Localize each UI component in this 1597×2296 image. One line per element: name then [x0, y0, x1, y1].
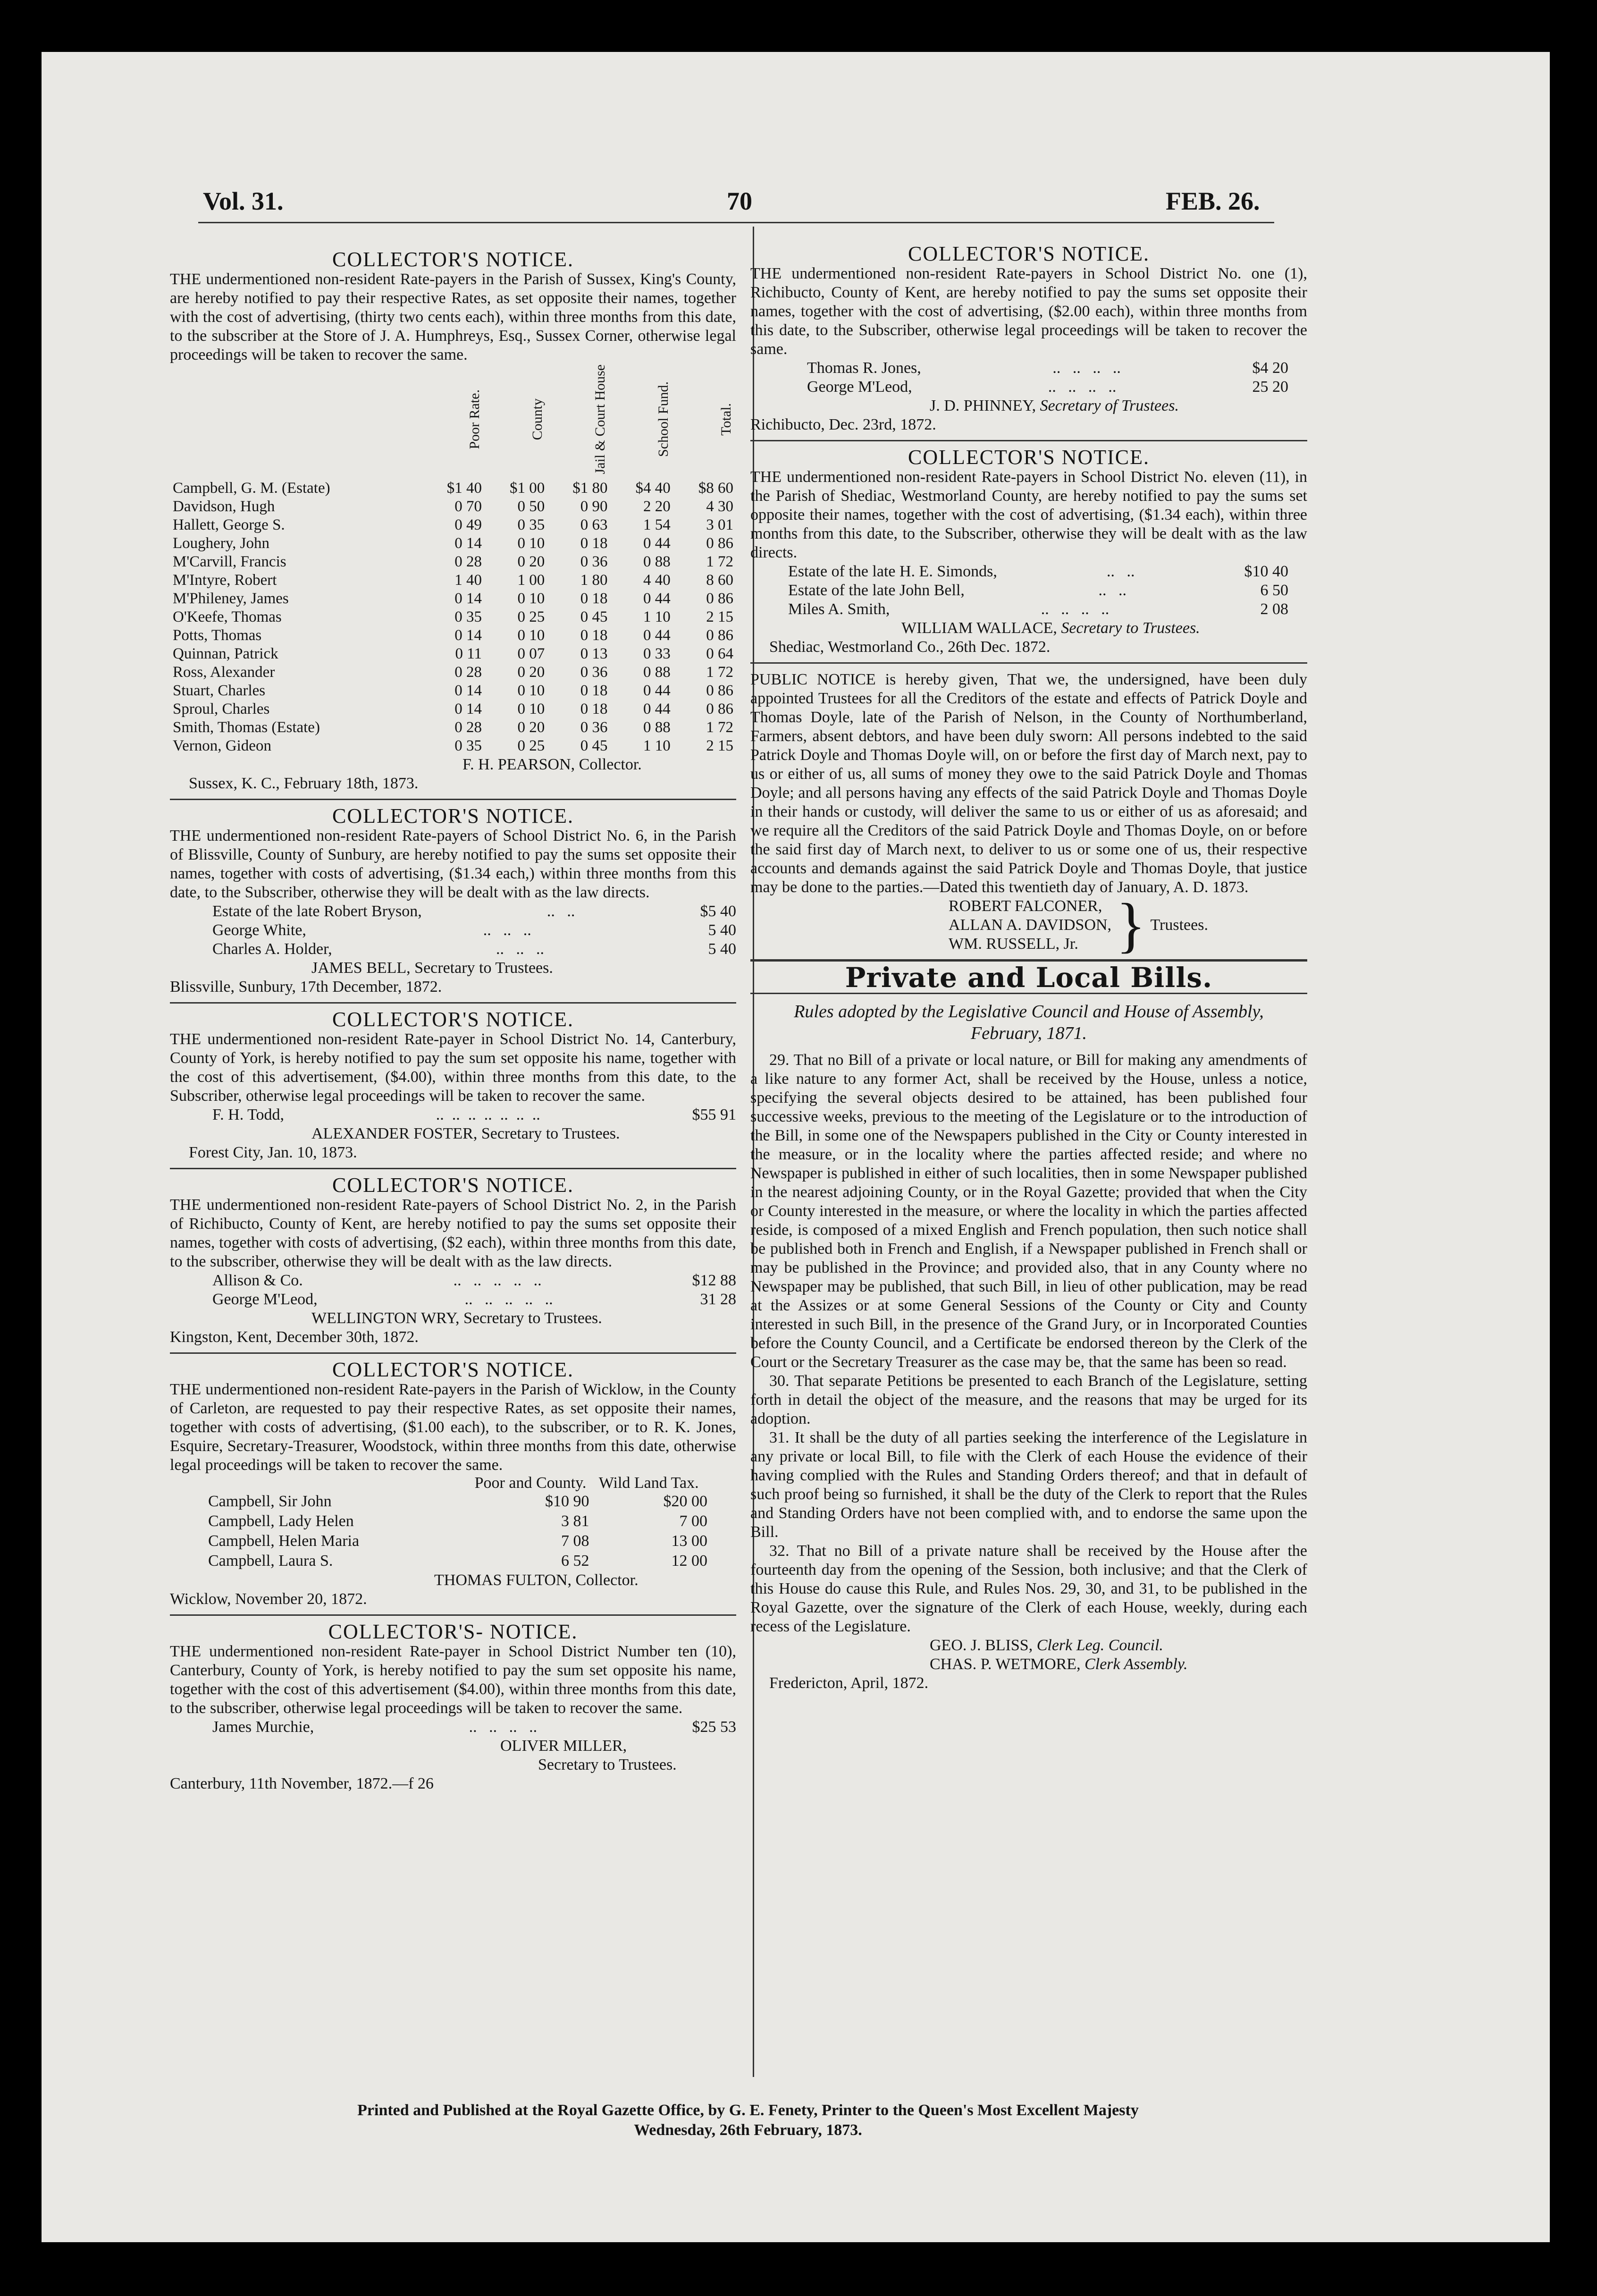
row-value: 0 88	[643, 553, 671, 570]
list-item: Estate of the late John Bell, .. .. 6 50	[788, 582, 1288, 599]
divider	[170, 1002, 736, 1004]
row-name: Sproul, Charles	[173, 700, 270, 718]
list-item: Miles A. Smith, .. .. .. .. 2 08	[788, 600, 1288, 618]
notice-date: Kingston, Kent, December 30th, 1872.	[170, 1328, 419, 1346]
row-value: 0 45	[580, 737, 608, 754]
notice-title: COLLECTOR'S NOTICE.	[908, 242, 1150, 265]
notice-title: COLLECTOR'S NOTICE.	[332, 1358, 574, 1381]
signature-role: Secretary to Trustees.	[538, 1756, 677, 1773]
row-value: 0 18	[580, 534, 608, 552]
rule-32: 32. That no Bill of a private nature shall be received by the House after the fourteenth day from the opening of the Session, both inclusive; and that the Clerk of this House do cause this Rule, and Rules Nos. 29, 30, and 31, to be published in the Royal Gazette, over the signature of the Clerk of each House, weekly, during each recess of the Legislature.	[750, 1542, 1307, 1635]
row-name: Davidson, Hugh	[173, 498, 275, 515]
notice-date: Blissville, Sunbury, 17th December, 1872.	[170, 978, 442, 996]
row-value: 0 44	[643, 590, 671, 607]
row-value: 0 10	[517, 590, 545, 607]
trustee-signatures	[750, 891, 1307, 959]
notice-date: Shediac, Westmorland Co., 26th Dec. 1872.	[769, 638, 1051, 656]
table-row: Campbell, Helen Maria 7 08 13 00	[208, 1532, 707, 1550]
row-name: Ross, Alexander	[173, 663, 275, 681]
signature: F. H. PEARSON, Collector.	[462, 755, 642, 773]
row-value: 0 45	[580, 608, 608, 625]
column-header: Wild Land Tax.	[598, 1474, 699, 1492]
row-value: 1 54	[643, 516, 671, 533]
row-name: M'Intyre, Robert	[173, 571, 277, 589]
row-value: $1 00	[510, 479, 545, 497]
left-column	[170, 250, 736, 1793]
column-header: School Fund.	[655, 381, 671, 457]
notice-sussex	[170, 250, 736, 793]
trustee-name: ALLAN A. DAVIDSON,	[949, 916, 1112, 934]
notice-title: COLLECTOR'S NOTICE.	[332, 1173, 574, 1197]
table-row: Campbell, Laura S. 6 52 12 00	[208, 1552, 707, 1570]
row-name: M'Carvill, Francis	[173, 553, 286, 570]
public-notice	[750, 670, 1307, 959]
entry-list	[170, 902, 736, 959]
row-value: 0 36	[580, 663, 608, 681]
row-value: 1 80	[580, 571, 608, 589]
column-header: Total.	[718, 403, 734, 436]
list-item: Estate of the late H. E. Simonds, .. .. $10 40	[788, 563, 1288, 580]
entry-list	[170, 1271, 736, 1309]
divider	[170, 1352, 736, 1354]
row-value: 0 10	[517, 534, 545, 552]
notice-title: COLLECTOR'S NOTICE.	[332, 1007, 574, 1031]
row-value: 1 40	[454, 571, 482, 589]
table-header	[208, 1475, 708, 1492]
rule-29: 29. That no Bill of a private or local nature, or Bill for making any amendments of a like nature to any former Act, shall be received by the House, unless a notice, specifying the several objects desired to be attained, has been published four successive weeks, previous to the meeting of the Legislature or to the introduction of the Bill, in some one of the Newspapers published in the City or County interested in the measure, or in the locality where the parties affected reside; and where no Newspaper is published in either of such localities, then in some Newspaper published in the nearest adjoining County, or in the Royal Gazette; provided that when the City or County interested in the measure, or where the locality in which the parties affected reside, is composed of a mixed English and French population, then such notice shall be published both in French and English, if a Newspaper published in French shall or may be published in the Province; and provided also, that in any County where no Newspaper may be published, that such Bill, in lieu of other publication, may be read at the Assizes or at some General Sessions of the County or City and County interested in such Bill, in the presence of the Grand Jury, or in Incorporated Counties before the County Council, and a Certificate be endorsed thereon by the Clerk of the Court or the Secretary Treasurer as the case may be, that the same has been so read.	[750, 1051, 1307, 1371]
notice-title: COLLECTOR'S NOTICE.	[332, 248, 574, 271]
signature: GEO. J. BLISS, Clerk Leg. Council.	[930, 1637, 1163, 1654]
list-item: Allison & Co. .. .. .. .. .. $12 88	[212, 1271, 736, 1289]
notice-body: THE undermentioned non-resident Rate-payers in School District No. one (1), Richibucto, County of Kent, are hereby notified to pay the sums set opposite their names, together with the cost of advertising, ($2.00 each), within three months from this date, to the Subscriber, otherwise legal proceedings will be taken to recover the same.	[750, 265, 1307, 358]
table-row: Campbell, Sir John $10 90 $20 00	[208, 1492, 707, 1510]
volume-label: Vol. 31.	[203, 187, 284, 215]
divider	[750, 662, 1307, 664]
notice-richibucto	[750, 242, 1307, 434]
table-row	[170, 553, 736, 571]
entry-list	[170, 1106, 736, 1124]
row-value: 1 00	[517, 571, 545, 589]
row-value: 0 14	[454, 590, 482, 607]
notice-date: Richibucto, Dec. 23rd, 1872.	[750, 416, 936, 433]
row-value: 0 44	[643, 626, 671, 644]
entry-list	[750, 562, 1307, 619]
trustees-label: Trustees.	[1150, 916, 1208, 934]
row-value: 1 72	[706, 718, 733, 736]
rule-31: 31. It shall be the duty of all parties seeking the interference of the Legislature in any private or local Bill, to file with the Clerk of each House the evidence of their having complied with the Rules and Standing Orders thereof; and that in default of such proof being so furnished, it shall be the duty of the Clerk to report that the Rules and Standing Orders have not been complied with, and to endorse the same upon the Bill.	[750, 1429, 1307, 1541]
row-name: Potts, Thomas	[173, 626, 262, 644]
signature: WELLINGTON WRY, Secretary to Trustees.	[311, 1309, 602, 1327]
notice-date: Fredericton, April, 1872.	[769, 1674, 929, 1692]
row-value: 0 63	[580, 516, 608, 533]
row-value: 0 36	[580, 553, 608, 570]
row-value: 0 36	[580, 718, 608, 736]
row-value: 0 25	[517, 608, 545, 625]
rate-table	[208, 1475, 708, 1571]
row-value: 0 28	[454, 718, 482, 736]
column-header: Jail & Court House	[592, 364, 608, 474]
divider	[170, 1168, 736, 1169]
table-row	[170, 626, 736, 645]
row-value: 4 30	[706, 498, 733, 515]
signature: WILLIAM WALLACE, Secretary to Trustees.	[901, 619, 1200, 637]
row-value: 0 20	[517, 663, 545, 681]
column-header: Poor and County.	[474, 1474, 587, 1492]
row-value: 8 60	[706, 571, 733, 589]
row-value: 0 28	[454, 663, 482, 681]
table-row	[170, 700, 736, 718]
private-local-bills	[750, 962, 1307, 1693]
row-value: 0 35	[454, 737, 482, 754]
row-value: 2 15	[706, 737, 733, 754]
column-header: Poor Rate.	[467, 389, 483, 449]
row-value: 0 44	[643, 700, 671, 718]
row-value: 0 14	[454, 626, 482, 644]
row-value: 0 14	[454, 682, 482, 699]
notice-body: THE undermentioned non-resident Rate-payers of School District No. 6, in the Parish of Blissville, County of Sunbury, are hereby notified to pay the sums set opposite their names, together with costs of advertising, ($1.34 each,) within three months from this date, to the Subscriber, otherwise they will be dealt with as the law directs.	[170, 827, 736, 901]
row-value: 1 10	[643, 608, 671, 625]
brace-glyph: }	[1116, 891, 1146, 959]
notice-body: THE undermentioned non-resident Rate-payers of School District No. 2, in the Parish of Richibucto, County of Kent, are hereby notified to pay the sums set opposite their names, together with costs of advertising, ($2 each), within three months from this date, to the subscriber, otherwise they will be dealt with as the law directs.	[170, 1196, 736, 1270]
table-row: Campbell, Lady Helen 3 81 7 00	[208, 1512, 707, 1530]
row-name: Smith, Thomas (Estate)	[173, 718, 320, 736]
section-title: Private and Local Bills.	[845, 962, 1213, 994]
notice-body: PUBLIC NOTICE is hereby given, That we, the undersigned, have been duly appointed Trustees for all the Creditors of the estate and effects of Patrick Doyle and Thomas Doyle, late of the Parish of Nelson, in the County of Northumberland, Farmers, absent debtors, and have been duly sworn: All persons indebted to the said Patrick Doyle and Thomas Doyle will, on or before the first day of March next, pay to us or either of us, all sums of money they owe to the said Patrick Doyle and Thomas Doyle; and all persons having any effects of the said Patrick Doyle and Thomas Doyle in their hands or custody, will deliver the same to us or either of us as aforesaid; and we require all the Creditors of the said Patrick Doyle and Thomas Doyle, on or before the said first day of March next, to deliver to us or some one of us, their respective accounts and demands against the said Patrick Doyle and Thomas Doyle, that justice may be done to the parties.—Dated this twentieth day of January, A. D. 1873.	[750, 671, 1307, 896]
notice-body: THE undermentioned non-resident Rate-payer in School District Number ten (10), Canterbury, County of York, is hereby notified to pay the sum set opposite his name, together with the cost of this advertisement ($4.00), within three months from this date, to the subscriber, otherwise legal proceedings will be taken to recover the same.	[170, 1642, 736, 1717]
notice-title: COLLECTOR'S NOTICE.	[332, 804, 574, 827]
table-row	[170, 682, 736, 700]
row-name: M'Phileney, James	[173, 590, 289, 607]
signature: THOMAS FULTON, Collector.	[434, 1571, 639, 1589]
row-value: 3 01	[706, 516, 733, 533]
list-item: F. H. Todd, .. .. .. .. .. .. .. $55 91	[212, 1106, 736, 1123]
row-value: 0 86	[706, 626, 733, 644]
notice-date: Wicklow, November 20, 1872.	[170, 1590, 367, 1608]
list-item: Thomas R. Jones, .. .. .. .. $4 20	[807, 359, 1288, 377]
row-value: $8 60	[698, 479, 733, 497]
row-value: 0 64	[706, 645, 733, 662]
row-value: 0 49	[454, 516, 482, 533]
row-value: 1 10	[643, 737, 671, 754]
row-value: 0 44	[643, 682, 671, 699]
row-value: 0 11	[455, 645, 482, 662]
notice-kingston	[170, 1173, 736, 1347]
table-row	[170, 479, 736, 498]
row-name: O'Keefe, Thomas	[173, 608, 282, 625]
list-item: Estate of the late Robert Bryson, .. .. $5 40	[212, 902, 736, 920]
list-item: Charles A. Holder, .. .. .. 5 40	[212, 940, 736, 958]
header-rule	[198, 222, 1274, 223]
table-row	[170, 590, 736, 608]
row-value: 0 33	[643, 645, 671, 662]
row-name: Hallett, George S.	[173, 516, 285, 533]
table-row	[170, 516, 736, 534]
row-name: Campbell, G. M. (Estate)	[173, 479, 330, 497]
row-value: $4 40	[635, 479, 671, 497]
row-value: 1 72	[706, 553, 733, 570]
signature: JAMES BELL, Secretary to Trustees.	[311, 959, 553, 977]
notice-body: THE undermentioned non-resident Rate-payers in School District No. eleven (11), in the Parish of Shediac, Westmorland County, are hereby notified to pay the sums set opposite their names, together with the cost of advertising, ($1.34 each), within three months from this date, to the Subscriber, otherwise they will be dealt with as the law directs.	[750, 468, 1307, 561]
row-value: 0 70	[454, 498, 482, 515]
table-row	[170, 663, 736, 682]
entry-list	[170, 1718, 736, 1737]
row-value: 0 20	[517, 553, 545, 570]
page-number: 70	[727, 187, 752, 215]
signature: CHAS. P. WETMORE, Clerk Assembly.	[930, 1655, 1188, 1673]
divider	[170, 1614, 736, 1616]
notice-canterbury-14	[170, 1007, 736, 1162]
signature: OLIVER MILLER,	[500, 1737, 627, 1755]
table-row	[170, 645, 736, 663]
notice-date: Forest City, Jan. 10, 1873.	[189, 1143, 357, 1161]
imprint	[198, 2101, 1298, 2140]
row-value: 0 88	[643, 718, 671, 736]
rule-30: 30. That separate Petitions be presented to each Branch of the Legislature, setting forth in detail the object of the measure, and the reasons that may be urged for its adoption.	[750, 1372, 1307, 1427]
notice-shediac	[750, 448, 1307, 657]
table-row	[170, 718, 736, 737]
notice-date: Canterbury, 11th November, 1872.—f 26	[170, 1774, 434, 1792]
column-header: County	[530, 398, 546, 440]
list-item: George White, .. .. .. 5 40	[212, 921, 736, 939]
row-value: 0 18	[580, 700, 608, 718]
notice-title: COLLECTOR'S- NOTICE.	[328, 1620, 578, 1643]
row-value: 0 18	[580, 682, 608, 699]
divider	[170, 799, 736, 800]
row-name: Quinnan, Patrick	[173, 645, 278, 662]
notice-body: THE undermentioned non-resident Rate-payers in the Parish of Sussex, King's County, are hereby notified to pay their respective Rates, as set opposite their names, together with the cost of advertising, (thirty two cents each), within three months from this date, to the subscriber at the Store of J. A. Humphreys, Esq., Sussex Corner, otherwise legal proceedings will be taken to recover the same.	[170, 270, 736, 363]
row-value: 0 86	[706, 682, 733, 699]
row-value: 0 88	[643, 663, 671, 681]
imprint-line: Printed and Published at the Royal Gazette Office, by G. E. Fenety, Printer to the Queen's Most Excellent Majesty	[357, 2102, 1139, 2119]
table-header	[170, 364, 736, 479]
row-value: $1 40	[446, 479, 482, 497]
notice-body: THE undermentioned non-resident Rate-payers in the Parish of Wicklow, in the County of Carleton, are requested to pay their respective Rates, as set opposite their names, together with costs of advertising, ($1.00 each), to the subscriber, or to R. K. Jones, Esquire, Secretary-Treasurer, Woodstock, within three months from this date, otherwise legal proceedings will be taken to recover the same.	[170, 1380, 736, 1474]
row-value: 0 86	[706, 700, 733, 718]
row-value: 0 90	[580, 498, 608, 515]
row-value: 0 35	[454, 608, 482, 625]
notice-blissville	[170, 804, 736, 996]
list-item: George M'Leod, .. .. .. .. 25 20	[807, 378, 1288, 396]
table-row	[170, 571, 736, 590]
trustee-name: WM. RUSSELL, Jr.	[949, 935, 1078, 953]
notice-canterbury-10	[170, 1622, 736, 1793]
row-value: 0 14	[454, 700, 482, 718]
row-value: 0 28	[454, 553, 482, 570]
row-value: 0 13	[580, 645, 608, 662]
row-value: 0 20	[517, 718, 545, 736]
entry-list	[750, 359, 1307, 397]
row-value: $1 80	[572, 479, 608, 497]
table-row	[170, 737, 736, 755]
row-value: 0 10	[517, 682, 545, 699]
list-item: James Murchie, .. .. .. .. $25 53	[212, 1718, 736, 1736]
row-value: 0 14	[454, 534, 482, 552]
row-value: 0 07	[517, 645, 545, 662]
row-value: 4 40	[643, 571, 671, 589]
row-value: 2 15	[706, 608, 733, 625]
row-name: Vernon, Gideon	[173, 737, 271, 754]
table-row	[170, 498, 736, 516]
row-value: 0 50	[517, 498, 545, 515]
row-name: Loughery, John	[173, 534, 269, 552]
notice-body: THE undermentioned non-resident Rate-payer in School District No. 14, Canterbury, County of York, is hereby notified to pay the sum set opposite his name, together with the cost of this advertisement, ($4.00), within three months from this date, to the Subscriber, otherwise legal proceedings will be taken to recover the same.	[170, 1030, 736, 1105]
trustee-name: ROBERT FALCONER,	[949, 897, 1102, 915]
signature: J. D. PHINNEY, Secretary of Trustees.	[930, 397, 1179, 414]
row-value: 0 10	[517, 626, 545, 644]
row-value: 1 72	[706, 663, 733, 681]
row-value: 0 35	[517, 516, 545, 533]
row-value: 0 25	[517, 737, 545, 754]
notice-title: COLLECTOR'S NOTICE.	[908, 446, 1150, 469]
imprint-line: Wednesday, 26th February, 1873.	[634, 2121, 862, 2139]
divider	[750, 440, 1307, 441]
row-value: 0 18	[580, 626, 608, 644]
row-value: 0 86	[706, 590, 733, 607]
row-value: 0 86	[706, 534, 733, 552]
row-value: 0 18	[580, 590, 608, 607]
signature: ALEXANDER FOSTER, Secretary to Trustees.	[311, 1124, 620, 1142]
right-column	[750, 242, 1307, 1693]
rate-table	[170, 364, 736, 755]
row-name: Stuart, Charles	[173, 682, 266, 699]
table-row	[170, 534, 736, 553]
notice-wicklow	[170, 1360, 736, 1609]
issue-date: FEB. 26.	[1166, 187, 1260, 215]
section-subtitle: Rules adopted by the Legislative Council and House of Assembly, February, 1871.	[794, 1002, 1264, 1043]
row-value: 0 10	[517, 700, 545, 718]
notice-date: Sussex, K. C., February 18th, 1873.	[189, 774, 419, 792]
table-row	[170, 608, 736, 626]
list-item: George M'Leod, .. .. .. .. .. 31 28	[212, 1290, 736, 1308]
row-value: 0 44	[643, 534, 671, 552]
row-value: 2 20	[643, 498, 671, 515]
